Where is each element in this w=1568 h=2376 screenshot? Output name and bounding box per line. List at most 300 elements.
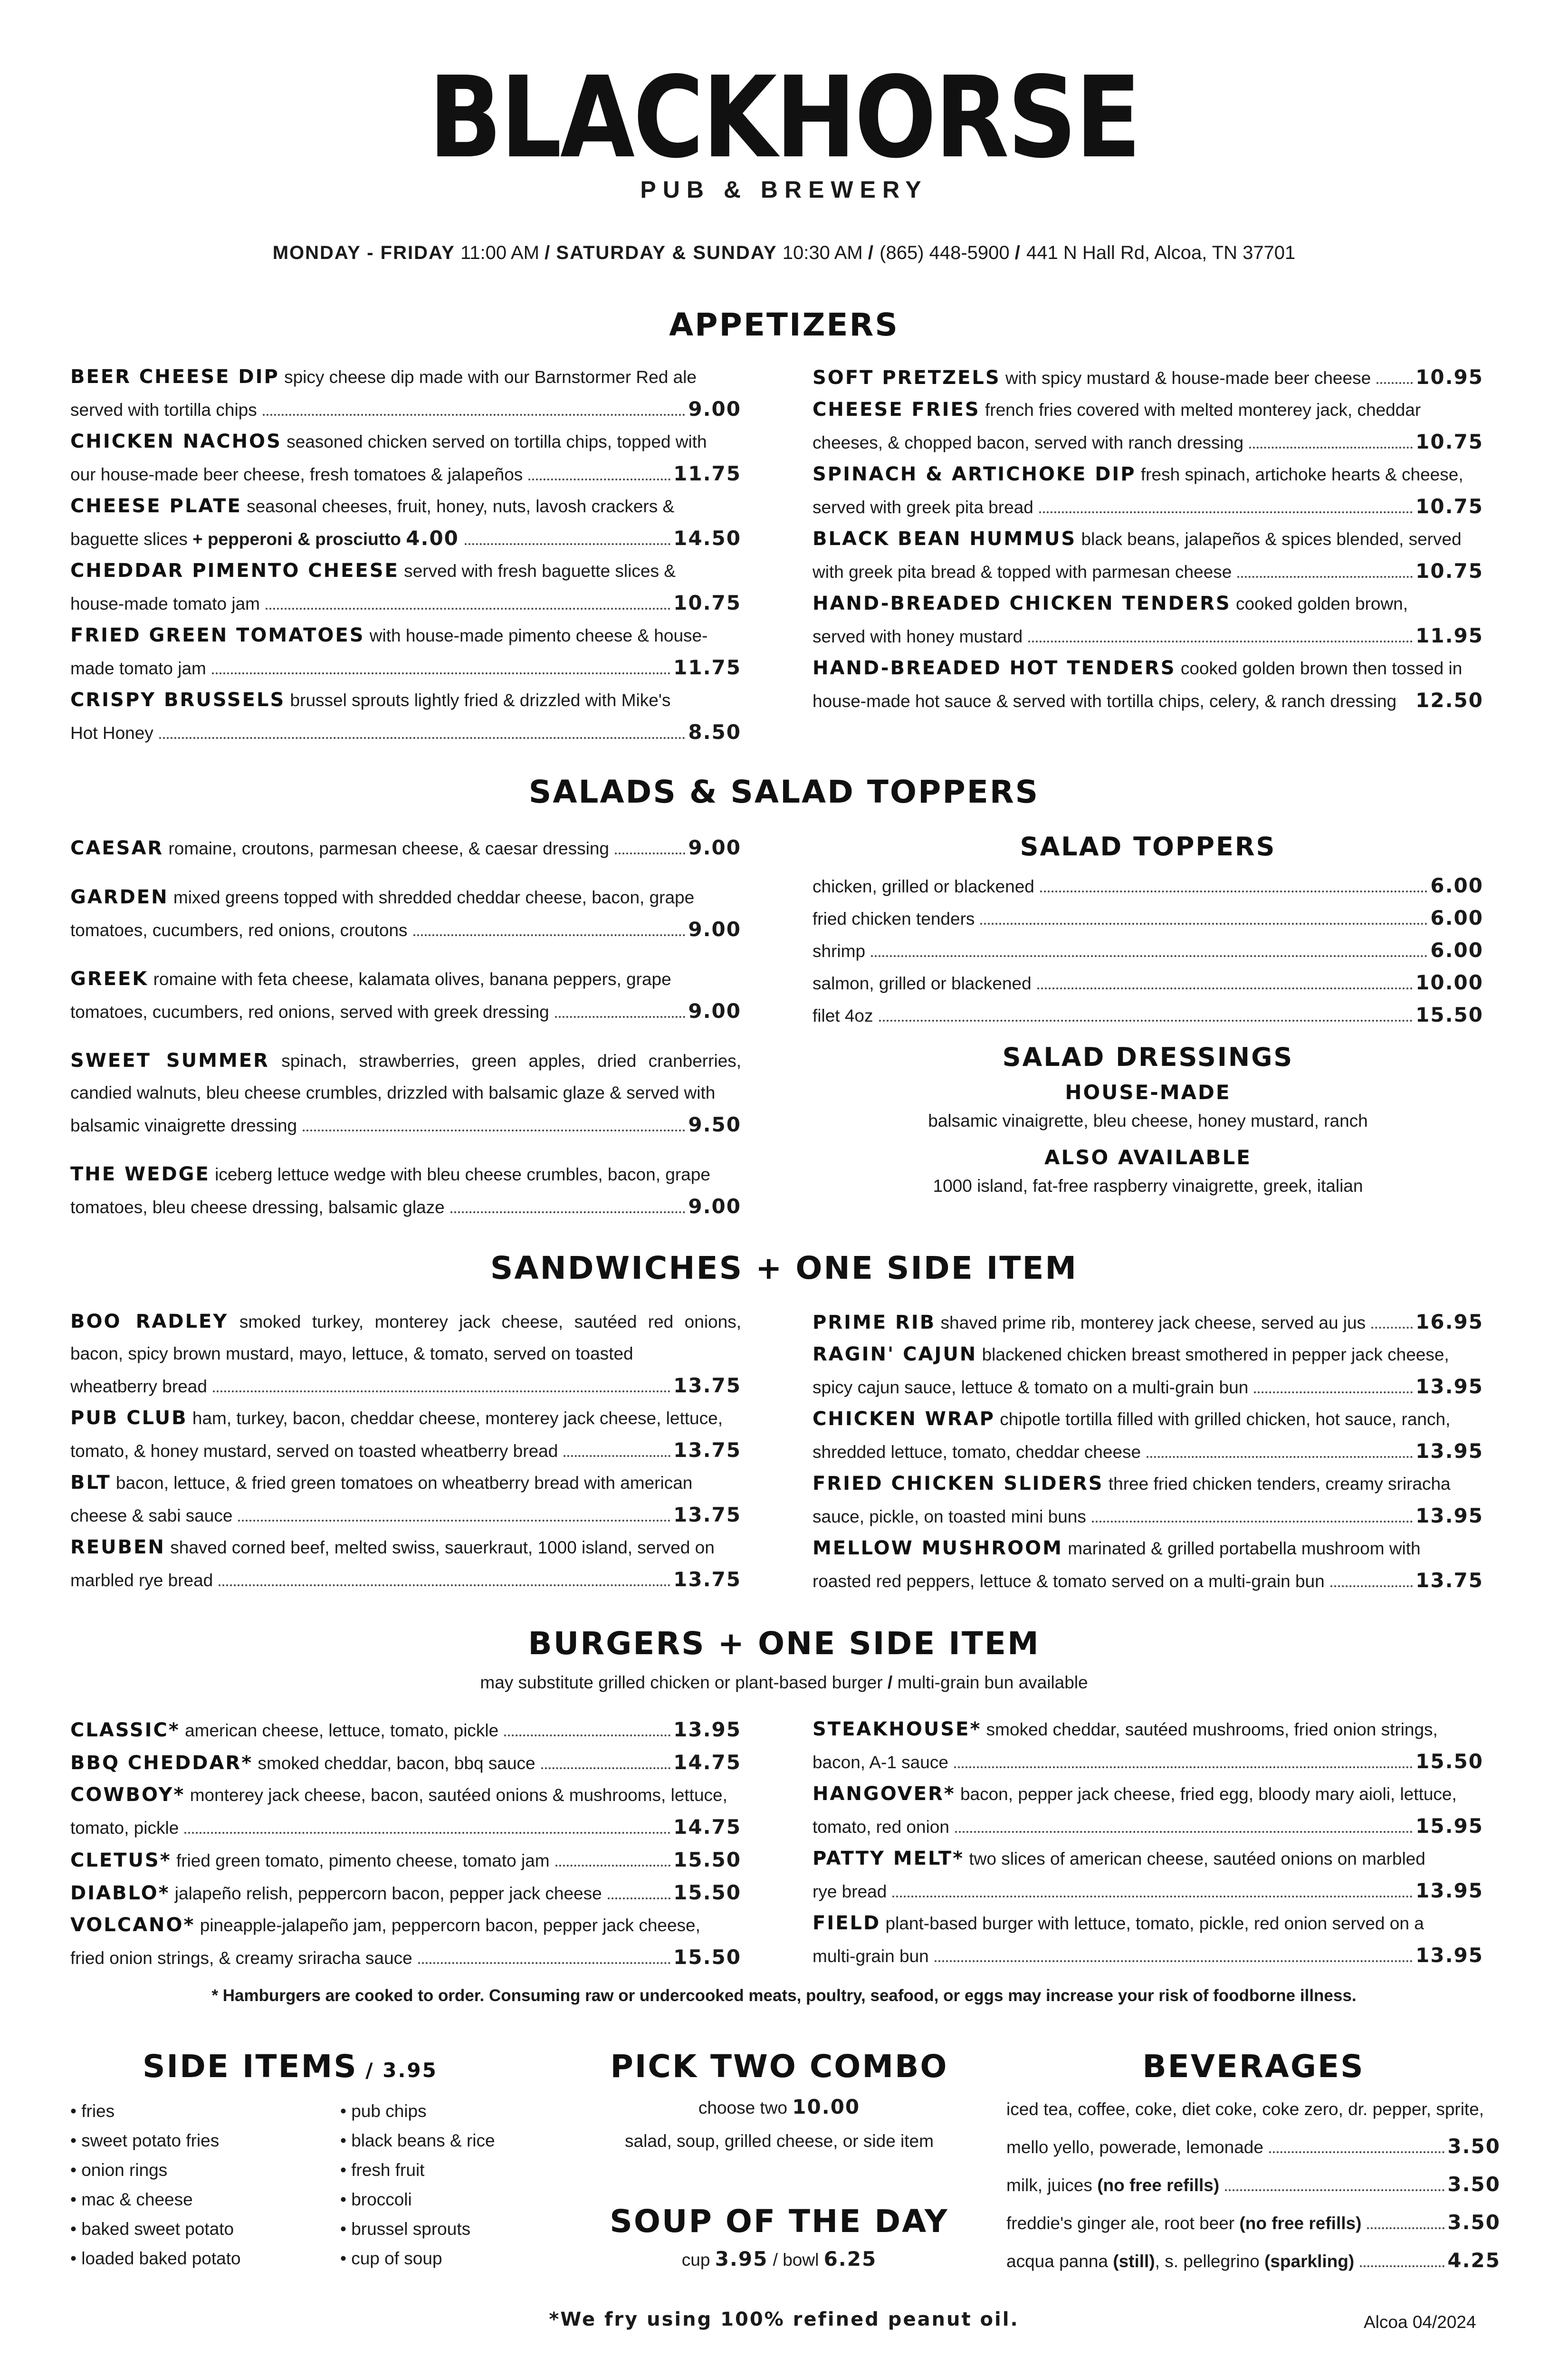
appetizer-name: HAND-BREADED HOT TENDERS (813, 657, 1176, 679)
burger-price-line (813, 1939, 1483, 1972)
sandwich-description-end (813, 1565, 1325, 1597)
appetizer-description-end (813, 427, 1243, 459)
beverage-line (1006, 2166, 1501, 2204)
burger-name: PATTY MELT* (813, 1848, 965, 1869)
burger-description-text: fried onion strings, & creamy sriracha sauce (70, 1948, 412, 1968)
side-item: • loaded baked potato (70, 2249, 241, 2268)
housemade-dressings: balsamic vinaigrette, bleu cheese, honey mustard, ranch (928, 1111, 1368, 1131)
appetizer-name: SOFT PRETZELS (813, 367, 1001, 389)
burgers-subtitle (0, 1673, 1568, 1693)
side-item: • mac & cheese (70, 2190, 193, 2209)
leader-dots (263, 410, 686, 416)
appetizer-addon-price: 4.00 (406, 527, 459, 550)
appetizer-item (70, 361, 741, 426)
burger-name: STEAKHOUSE* (813, 1718, 982, 1740)
salad-topper-name: filet 4oz (813, 1006, 873, 1025)
leader-dots (1371, 1323, 1413, 1329)
salad-item (70, 1045, 741, 1141)
section-title-salads: SALADS & SALAD TOPPERS (528, 774, 1040, 810)
burger-name: COWBOY* (70, 1784, 185, 1806)
sandwich-description-text: shredded lettuce, tomato, cheddar cheese (813, 1442, 1141, 1462)
sandwich-description-text: shaved corned beef, melted swiss, sauerkraut, 1000 island, served on (170, 1538, 715, 1557)
weekend-time: 10:30 AM (782, 242, 863, 263)
leader-dots (1330, 1581, 1413, 1587)
appetizer-description (70, 361, 741, 393)
leader-dots (219, 1581, 670, 1586)
salad-description-text: tomatoes, cucumbers, red onions, served with greek dressing (70, 1002, 549, 1022)
appetizer-description-end (70, 588, 260, 620)
appetizer-description-text: with spicy mustard & house-made beer cheese (1005, 368, 1371, 388)
burgers-subtitle-separator: / (888, 1673, 893, 1692)
beverage-price: 3.50 (1447, 2173, 1501, 2196)
appetizer-description-text: served with fresh baguette slices & (404, 561, 676, 581)
sandwich-name: MELLOW MUSHROOM (813, 1537, 1063, 1559)
salad-price: 9.00 (688, 1195, 741, 1218)
sandwich-item (813, 1403, 1483, 1468)
side-item: • fries (70, 2101, 115, 2121)
appetizer-item (70, 555, 741, 620)
salad-topper-price: 6.00 (1430, 874, 1483, 897)
appetizer-item (70, 426, 741, 490)
burger-description (70, 1779, 741, 1811)
burger-price: 15.50 (673, 1881, 741, 1904)
combo-title: PICK TWO COMBO (610, 2048, 948, 2085)
appetizer-name: SPINACH & ARTICHOKE DIP (813, 463, 1136, 485)
burger-item (813, 1843, 1483, 1907)
beverage-line: iced tea, coffee, coke, diet coke, coke zero, dr. pepper, sprite, (1006, 2099, 1484, 2119)
salad-price-line (70, 1190, 741, 1223)
salad-description-text: tomatoes, bleu cheese dressing, balsamic glaze (70, 1198, 445, 1217)
appetizer-price-line (813, 620, 1483, 652)
salad-price: 9.00 (688, 918, 741, 941)
salad-name: GREEK (70, 968, 149, 990)
sandwich-price: 13.75 (673, 1568, 741, 1591)
sandwich-description-end (813, 1436, 1141, 1468)
leader-dots (935, 1956, 1413, 1962)
sandwich-description-text: marbled rye bread (70, 1571, 213, 1590)
burger-item (70, 1909, 741, 1974)
sandwich-item (813, 1339, 1483, 1403)
sandwich-description-text: shaved prime rib, monterey jack cheese, served au jus (940, 1313, 1366, 1332)
appetizers-right (813, 361, 1483, 717)
salad-name: SWEET SUMMER (70, 1050, 269, 1072)
appetizer-description-text: made tomato jam (70, 659, 206, 678)
appetizer-item (813, 588, 1483, 652)
burgers-subtitle-a: may substitute grilled chicken or plant-based burger (480, 1673, 883, 1692)
appetizer-name: FRIED GREEN TOMATOES (70, 624, 365, 646)
weekday-label: MONDAY - FRIDAY (272, 242, 455, 263)
salads-list (70, 832, 741, 1223)
leader-dots (1039, 508, 1413, 513)
appetizer-name: CRISPY BRUSSELS (70, 689, 286, 711)
burger-description (813, 1714, 1483, 1745)
sandwich-description-text: sauce, pickle, on toasted mini buns (813, 1507, 1086, 1526)
sandwich-price-line (813, 1435, 1483, 1468)
appetizer-description-text: spicy cheese dip made with our Barnstormer Red ale (284, 367, 697, 387)
sandwich-item (813, 1468, 1483, 1533)
side-item: • pub chips (340, 2101, 427, 2121)
leader-dots (504, 1731, 670, 1736)
burger-description (813, 1843, 1483, 1875)
leader-dots (892, 1892, 1413, 1897)
burger-name: CLASSIC* (70, 1719, 180, 1741)
burger-price: 15.50 (1415, 1750, 1483, 1773)
burger-description-text: smoked cheddar, bacon, bbq sauce (258, 1753, 535, 1773)
appetizer-price-line (813, 684, 1483, 717)
appetizer-price-line (70, 587, 741, 620)
burger-price: 15.95 (1415, 1814, 1483, 1838)
peanut-oil-note: *We fry using 100% refined peanut oil. (549, 2309, 1019, 2330)
sandwich-name: PRIME RIB (813, 1312, 936, 1333)
sandwich-price: 13.75 (673, 1374, 741, 1397)
burger-price-line (70, 1746, 741, 1779)
beverage-name: mello yello, powerade, lemonade (1006, 2137, 1263, 2157)
beverage-sparkling: (sparkling) (1264, 2251, 1355, 2271)
salad-item (70, 1159, 741, 1223)
salad-topper-name: shrimp (813, 941, 866, 961)
sandwich-price: 13.95 (1415, 1375, 1483, 1398)
salad-name: CAESAR (70, 837, 164, 859)
sandwiches-left (70, 1306, 741, 1596)
leader-dots (528, 475, 670, 480)
sandwich-price-line (813, 1564, 1483, 1597)
appetizer-description-end (70, 394, 257, 426)
leader-dots (450, 1207, 686, 1213)
salad-description (70, 963, 741, 995)
leader-dots (303, 1126, 685, 1131)
leader-dots (1225, 2185, 1444, 2191)
appetizer-description-text: with house-made pimento cheese & house- (369, 626, 708, 645)
beverages-title: BEVERAGES (1142, 2048, 1365, 2085)
burger-description-end (70, 1942, 412, 1974)
burger-item (70, 1714, 741, 1746)
sandwich-name: FRIED CHICKEN SLIDERS (813, 1473, 1104, 1495)
leader-dots (608, 1894, 670, 1899)
leader-dots (541, 1763, 671, 1769)
combo-line1 (584, 2092, 974, 2123)
burger-description-text: two slices of american cheese, sautéed onions on marbled (969, 1849, 1425, 1868)
salad-price-line (70, 995, 741, 1028)
beverage-text (1006, 2129, 1263, 2166)
burger-price-line (813, 1810, 1483, 1843)
leader-dots (184, 1828, 670, 1834)
salad-price: 9.50 (688, 1113, 741, 1136)
leader-dots (1092, 1517, 1413, 1523)
beverage-line (1006, 2128, 1501, 2166)
beverage-pellegrino: , s. pellegrino (1155, 2251, 1260, 2271)
burgers-right (813, 1714, 1483, 1972)
burger-item (70, 1844, 741, 1877)
sandwich-name: REUBEN (70, 1536, 165, 1558)
appetizer-name: CHICKEN NACHOS (70, 431, 282, 452)
leader-dots (871, 951, 1427, 957)
salad-description-end (70, 914, 408, 946)
burger-description-end (70, 1812, 179, 1844)
appetizer-item (813, 394, 1483, 459)
appetizer-description (70, 684, 741, 716)
appetizer-description-text: house-made hot sauce & served with tortilla chips, celery, & ranch dressing (813, 691, 1397, 711)
beverage-items (1006, 2128, 1501, 2242)
leader-dots (1360, 2261, 1444, 2267)
leader-dots (413, 930, 686, 936)
soup-bowl-label: bowl (783, 2250, 819, 2270)
appetizer-price: 12.50 (1415, 689, 1483, 712)
hours-separator: / (1014, 242, 1021, 263)
burger-description-end (813, 1876, 887, 1907)
sandwich-description-text: three fried chicken tenders, creamy sriracha (1108, 1474, 1451, 1494)
side-item: • baked sweet potato (70, 2219, 234, 2239)
appetizer-name: BLACK BEAN HUMMUS (813, 528, 1077, 550)
appetizer-description-text: our house-made beer cheese, fresh tomatoes & jalapeños (70, 465, 523, 484)
sandwich-description-text: smoked turkey, monterey jack cheese, sautéed red onions, (239, 1312, 741, 1332)
leader-dots (213, 1387, 670, 1392)
appetizer-description-text: cheeses, & chopped bacon, served with ranch dressing (813, 433, 1244, 452)
leader-dots (1037, 984, 1413, 989)
sandwich-description-end (813, 1501, 1086, 1533)
sandwich-description-end (70, 1500, 232, 1532)
sandwich-price: 13.75 (673, 1503, 741, 1526)
soup-cup-label: cup (681, 2250, 710, 2270)
appetizer-description-text: served with honey mustard (813, 627, 1023, 646)
appetizer-description-text: french fries covered with melted monterey jack, cheddar (985, 400, 1421, 420)
burger-description-end (70, 1845, 550, 1877)
sandwich-description (70, 1467, 741, 1499)
appetizer-price-line (813, 426, 1483, 459)
burger-price-line (70, 1844, 741, 1877)
sandwich-description-end (813, 1371, 1248, 1403)
leader-dots (1237, 572, 1413, 578)
burger-item (70, 1877, 741, 1909)
side-item: • sweet potato fries (70, 2131, 220, 2150)
burger-item (70, 1779, 741, 1844)
salad-description-end (70, 1191, 445, 1223)
beverage-refill-note: (no free refills) (1239, 2213, 1362, 2233)
section-title-burgers: BURGERS + ONE SIDE ITEM (528, 1625, 1040, 1662)
sandwich-price-line (70, 1434, 741, 1467)
leader-dots (1040, 887, 1427, 892)
phone-number: (865) 448-5900 (880, 242, 1010, 263)
salad-description-text: mixed greens topped with shredded cheddar cheese, bacon, grape (173, 888, 695, 907)
menu-version-stamp: Alcoa 04/2024 (1364, 2312, 1476, 2332)
section-title-sandwiches: SANDWICHES + ONE SIDE ITEM (490, 1250, 1078, 1286)
salad-description-text: tomatoes, cucumbers, red onions, croutons (70, 920, 408, 940)
appetizer-name: CHEESE FRIES (813, 399, 980, 421)
salad-topper-name: chicken, grilled or blackened (813, 877, 1034, 896)
salad-topper-price: 6.00 (1430, 906, 1483, 929)
sandwich-description (813, 1533, 1483, 1564)
soup-prices (584, 2244, 974, 2275)
appetizer-item (70, 620, 741, 684)
appetizer-item (813, 361, 1483, 394)
salad-description-text: balsamic vinaigrette dressing (70, 1116, 297, 1135)
salad-price: 9.00 (688, 999, 741, 1023)
burger-price-line (70, 1714, 741, 1746)
beverage-name: milk, juices (1006, 2175, 1092, 2195)
appetizer-description-text: seasonal cheeses, fruit, honey, nuts, lavosh crackers & (247, 497, 675, 516)
sandwich-name: BLT (70, 1472, 111, 1494)
sandwich-price: 13.75 (1415, 1569, 1483, 1592)
salad-description (70, 1159, 741, 1190)
appetizer-description (70, 620, 741, 651)
sandwich-item (813, 1306, 1483, 1339)
appetizer-item (70, 490, 741, 555)
burger-description (813, 1907, 1483, 1939)
burger-price: 15.50 (673, 1848, 741, 1871)
burger-description-text: monterey jack cheese, bacon, sautéed onions & mushrooms, lettuce, (190, 1785, 727, 1805)
appetizer-description-text: cooked golden brown then tossed in (1180, 659, 1463, 678)
side-items-title: SIDE ITEMS (143, 2048, 358, 2085)
appetizer-price: 14.50 (673, 527, 741, 550)
appetizer-description (813, 652, 1483, 684)
sandwich-description (813, 1339, 1483, 1370)
sandwich-price-line (813, 1500, 1483, 1533)
soup-bowl-price: 6.25 (823, 2247, 877, 2271)
appetizer-description-end (813, 556, 1232, 588)
appetizer-description (70, 490, 741, 522)
appetizer-description-text: with greek pita bread & topped with parmesan cheese (813, 562, 1232, 582)
soup-separator: / (773, 2250, 778, 2270)
sandwich-description (813, 1468, 1483, 1500)
soup-title: SOUP OF THE DAY (610, 2203, 949, 2240)
appetizer-description-end (70, 522, 459, 555)
appetizer-price-line (70, 458, 741, 490)
burgers-subtitle-b: multi-grain bun available (897, 1673, 1088, 1692)
leader-dots (954, 1763, 1413, 1768)
leader-dots (555, 1861, 671, 1867)
appetizer-price-line (70, 716, 741, 749)
appetizer-price: 9.00 (688, 397, 741, 421)
sandwich-price-line (813, 1370, 1483, 1403)
appetizer-price: 10.95 (1415, 365, 1483, 389)
salad-topper-row (813, 967, 1483, 999)
appetizer-description-text: house-made tomato jam (70, 594, 260, 613)
sandwich-name: BOO RADLEY (70, 1311, 229, 1332)
burger-price: 14.75 (673, 1751, 741, 1774)
appetizer-description (813, 523, 1483, 555)
salad-topper-name: salmon, grilled or blackened (813, 974, 1032, 993)
sandwich-item (70, 1306, 741, 1402)
leader-dots (238, 1516, 670, 1522)
appetizer-description-end (70, 717, 153, 749)
sandwich-description (813, 1403, 1483, 1435)
leader-dots (879, 1016, 1413, 1022)
salad-price: 9.00 (688, 836, 741, 859)
side-item: • cup of soup (340, 2249, 442, 2268)
burger-price: 13.95 (1415, 1879, 1483, 1902)
leader-dots (212, 669, 670, 674)
beverage-acqua: acqua panna (1006, 2251, 1108, 2271)
appetizer-price-line (70, 651, 741, 684)
appetizer-description (70, 426, 741, 458)
side-item: • onion rings (70, 2160, 168, 2180)
side-items-col2 (340, 2097, 587, 2273)
section-title-appetizers: APPETIZERS (669, 307, 899, 343)
leader-dots (1269, 2147, 1444, 2153)
sandwich-description-end (70, 1564, 213, 1596)
burger-price-line (70, 1941, 741, 1974)
appetizer-price-line (813, 361, 1483, 394)
burger-price: 15.50 (673, 1945, 741, 1969)
side-item: • broccoli (340, 2190, 412, 2209)
salad-item (70, 881, 741, 946)
also-available-title: ALSO AVAILABLE (1044, 1146, 1252, 1169)
appetizers-left (70, 361, 741, 749)
hours-separator: / (545, 242, 551, 263)
weekday-time: 11:00 AM (460, 242, 540, 263)
burger-description-end (813, 1746, 948, 1778)
appetizer-item (70, 684, 741, 749)
sandwich-price-line (813, 1306, 1483, 1339)
leader-dots (1147, 1452, 1413, 1458)
burger-description-text: smoked cheddar, sautéed mushrooms, fried onion strings, (986, 1720, 1438, 1739)
appetizer-description-text: served with tortilla chips (70, 400, 257, 420)
salad-description-text: romaine with feta cheese, kalamata olives, banana peppers, grape (153, 969, 671, 989)
hours-bar (0, 242, 1568, 264)
appetizer-name: BEER CHEESE DIP (70, 366, 279, 388)
burger-description-end (70, 1715, 498, 1746)
sandwich-description-text: tomato, & honey mustard, served on toasted wheatberry bread (70, 1441, 558, 1461)
salad-topper-row (813, 870, 1483, 902)
sandwich-item (70, 1532, 741, 1596)
burger-price: 14.75 (673, 1815, 741, 1839)
sandwich-description-text: spicy cajun sauce, lettuce & tomato on a multi-grain bun (813, 1378, 1249, 1397)
leader-dots (266, 604, 670, 610)
sandwich-price-line (70, 1563, 741, 1596)
leader-dots (1254, 1388, 1413, 1393)
appetizer-description-end (70, 459, 523, 490)
salad-item (70, 832, 741, 864)
sandwiches-right (813, 1306, 1483, 1597)
appetizer-description (70, 555, 741, 587)
burger-name: DIABLO* (70, 1882, 170, 1904)
burger-description-text: american cheese, lettuce, tomato, pickle (185, 1721, 499, 1740)
leader-dots (555, 1012, 686, 1018)
burger-item (813, 1778, 1483, 1843)
sandwich-description-text: bacon, lettuce, & fried green tomatoes on wheatberry bread with american (115, 1473, 693, 1493)
burger-description-end (70, 1878, 602, 1909)
burgers-left (70, 1714, 741, 1974)
burger-price-line (813, 1745, 1483, 1778)
salad-name: GARDEN (70, 886, 169, 908)
beverage-text (1006, 2167, 1219, 2204)
sandwich-description (70, 1402, 741, 1434)
leader-dots (1377, 378, 1413, 384)
sandwich-price: 16.95 (1415, 1310, 1483, 1333)
appetizer-price: 11.75 (673, 462, 741, 485)
appetizer-description-end (813, 685, 1396, 717)
beverage-name: freddie's ginger ale, root beer (1006, 2213, 1235, 2233)
appetizer-price: 8.50 (688, 720, 741, 744)
leader-dots (1028, 637, 1413, 642)
salad-description (70, 1045, 741, 1109)
housemade-title: HOUSE-MADE (1065, 1081, 1231, 1104)
sandwich-name: CHICKEN WRAP (813, 1408, 995, 1430)
side-items-col1 (70, 2097, 336, 2273)
appetizer-price-line (813, 555, 1483, 588)
beverages-list (1006, 2091, 1501, 2280)
burger-description-text: jalapeño relish, peppercorn bacon, pepper jack cheese (174, 1884, 602, 1903)
salad-item (70, 963, 741, 1028)
salad-price-line (70, 1109, 741, 1141)
sandwich-price: 13.95 (1415, 1439, 1483, 1463)
appetizer-name: CHEDDAR PIMENTO CHEESE (70, 560, 399, 582)
appetizer-price: 10.75 (1415, 495, 1483, 518)
burger-description-text: bacon, A-1 sauce (813, 1753, 948, 1772)
burger-description-text: rye bread (813, 1882, 887, 1901)
sandwich-description-text: blackened chicken breast smothered in pepper jack cheese, (982, 1345, 1449, 1364)
burger-description-text: bacon, pepper jack cheese, fried egg, bloody mary aioli, lettuce, (960, 1784, 1457, 1804)
leader-dots (955, 1827, 1413, 1833)
